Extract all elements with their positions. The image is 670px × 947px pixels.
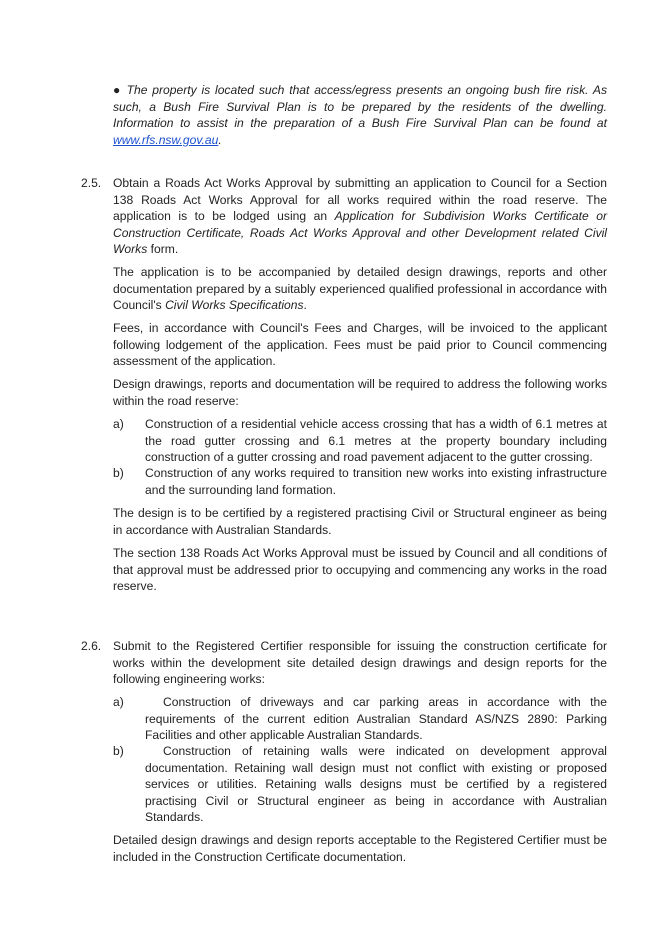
section-number-2-5: 2.5. [81, 176, 102, 190]
bullet-glyph: ● [113, 83, 122, 97]
s25-p2-text-b: . [303, 298, 307, 313]
s26-item-a-label: a) [113, 695, 124, 709]
s25-p1-text-a: Obtain a Roads Act Works Approval by submitting an application to Council for a Section 138 Roads Act Works Approval for all works required within the road reserve. The application is to be lodged using an [113, 176, 607, 224]
s25-p2-text-a: The application is to be accompanied by detailed design drawings, reports and other documentation prepared by a suitably experienced qualified professional in accordance with Council's [113, 265, 607, 313]
s26-item-b-label: b) [113, 744, 124, 758]
s25-item-a-label: a) [113, 417, 124, 431]
bush-fire-text: The property is located such that access/egress presents an ongoing bush fire risk. As such, a Bush Fire Survival Plan is to be prepared by the residents of the dwelling. Information to assist in the preparation of a Bush Fire Survival Plan can be found at [113, 83, 607, 131]
section-2-5-paragraph-2 [113, 264, 607, 314]
s25-p1-text-b: form. [147, 242, 179, 257]
s26-item-a-body: Construction of driveways and car parking areas in accordance with the requirements of the current edition Australian Standard AS/NZS 2890: Parking Facilities and other applicable Australian Standards. [145, 695, 607, 743]
s25-p1-form-name: Application for Subdivision Works Certificate or Construction Certificate, Roads Act Works Approval and other Development related Civil Works [113, 209, 608, 257]
section-2-5-paragraph-5: The design is to be certified by a registered practising Civil or Structural engineer as being in accordance with Australian Standards. [113, 506, 607, 537]
s26-item-b-body: Construction of retaining walls were indicated on development approval documentation. Retaining wall design must not conflict with existing or proposed services or utilities. Retaining walls designs must be certified by a registered practising Civil or Structural engineer as being in accordance with Australian Standards. [145, 744, 607, 825]
s25-p2-spec-name: Civil Works Specifications [165, 298, 304, 313]
rfs-link[interactable]: www.rfs.nsw.gov.au [113, 132, 219, 147]
s26-item-a-text [145, 694, 607, 744]
section-2-5-paragraph-4: Design drawings, reports and documentation will be required to address the following works within the road reserve: [113, 377, 607, 408]
section-2-6-paragraph-2: Detailed design drawings and design reports acceptable to the Registered Certifier must be included in the Construction Certificate documentation. [113, 833, 607, 864]
bush-fire-end: . [218, 132, 222, 147]
section-2-5-paragraph-1 [113, 175, 607, 258]
section-2-6-paragraph-1: Submit to the Registered Certifier responsible for issuing the construction certificate for works within the development site detailed design drawings and design reports for the following engineering works: [113, 639, 607, 687]
s25-item-b-label: b) [113, 466, 124, 480]
section-number-2-6: 2.6. [81, 639, 102, 653]
s26-item-b-text [145, 743, 607, 826]
bush-fire-paragraph [113, 82, 607, 148]
s25-item-a-text: Construction of a residential vehicle access crossing that has a width of 6.1 metres at the road gutter crossing and 6.1 metres at the property boundary including construction of a gutter crossing and road pavement adjacent to the gutter crossing. [145, 417, 607, 465]
section-2-5-paragraph-6: The section 138 Roads Act Works Approval must be issued by Council and all conditions of that approval must be addressed prior to occupying and commencing any works in the road reserve. [113, 546, 607, 594]
s25-item-b-text: Construction of any works required to transition new works into existing infrastructure and the surrounding land formation. [145, 466, 607, 497]
section-2-5-paragraph-3: Fees, in accordance with Council's Fees and Charges, will be invoiced to the applicant following lodgement of the application. Fees must be paid prior to Council commencing assessment of the application. [113, 321, 607, 369]
